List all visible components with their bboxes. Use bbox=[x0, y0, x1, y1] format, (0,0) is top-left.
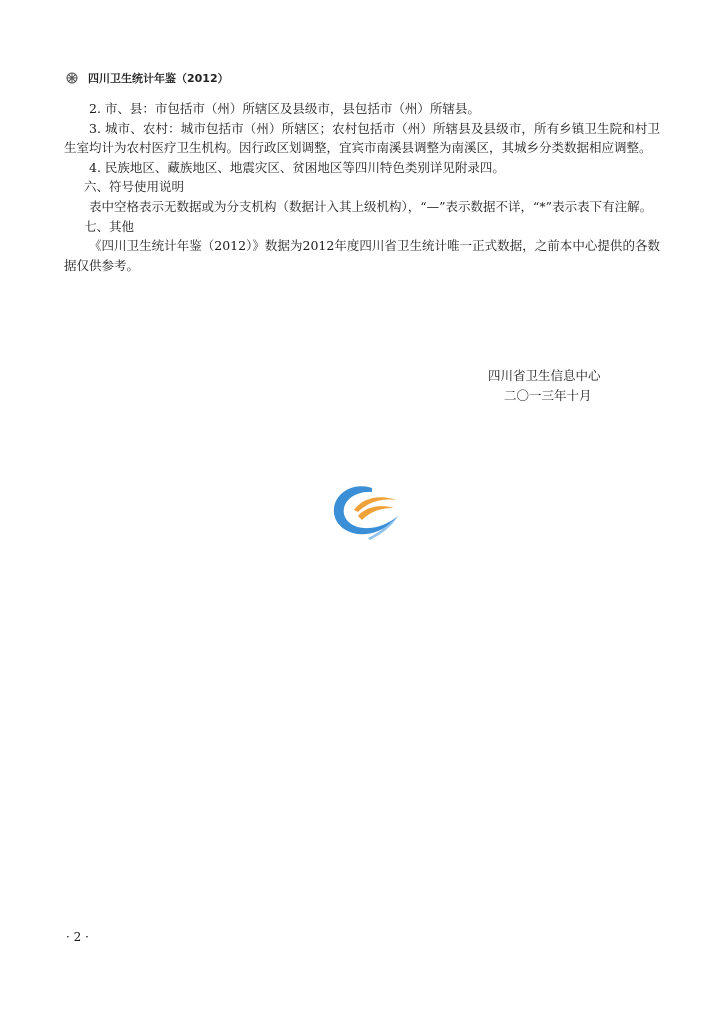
page-number: · 2 · bbox=[66, 930, 89, 944]
sichuan-health-emblem-icon bbox=[64, 71, 80, 85]
signature-organization: 四川省卫生信息中心 bbox=[488, 368, 601, 383]
running-header bbox=[64, 70, 229, 86]
paragraph-urban-rural: 3. 城市、农村：城市包括市（州）所辖区；农村包括市（州）所辖县及县级市，所有乡镇卫生院和村卫生室均计为农村医疗卫生机构。因行政区划调整，宜宾市南溪县调整为南溪区，其城乡分类数据相应调整。 bbox=[64, 120, 660, 156]
document-body bbox=[64, 99, 660, 275]
running-header-title: 四川卫生统计年鉴（2012） bbox=[88, 72, 229, 85]
paragraph-special-regions: 4. 民族地区、藏族地区、地震灾区、贫困地区等四川特色类别详见附录四。 bbox=[89, 159, 505, 175]
health-info-center-logo-icon bbox=[328, 480, 404, 540]
paragraph-city-county: 2. 市、县：市包括市（州）所辖区及县级市，县包括市（州）所辖县。 bbox=[89, 101, 480, 116]
section-heading-symbols: 六、符号使用说明 bbox=[84, 179, 185, 195]
signature-date: 二〇一三年十月 bbox=[504, 388, 592, 403]
paragraph-symbols: 表中空格表示无数据或为分支机构（数据计入其上级机构），“—”表示数据不详，“*”表示表下有注解。 bbox=[89, 198, 653, 214]
signature-block bbox=[488, 366, 601, 406]
paragraph-other: 《四川卫生统计年鉴（2012）》数据为2012年度四川省卫生统计唯一正式数据，之前本中心提供的各数据仅供参考。 bbox=[64, 238, 660, 273]
section-heading-other: 七、其他 bbox=[84, 218, 135, 234]
